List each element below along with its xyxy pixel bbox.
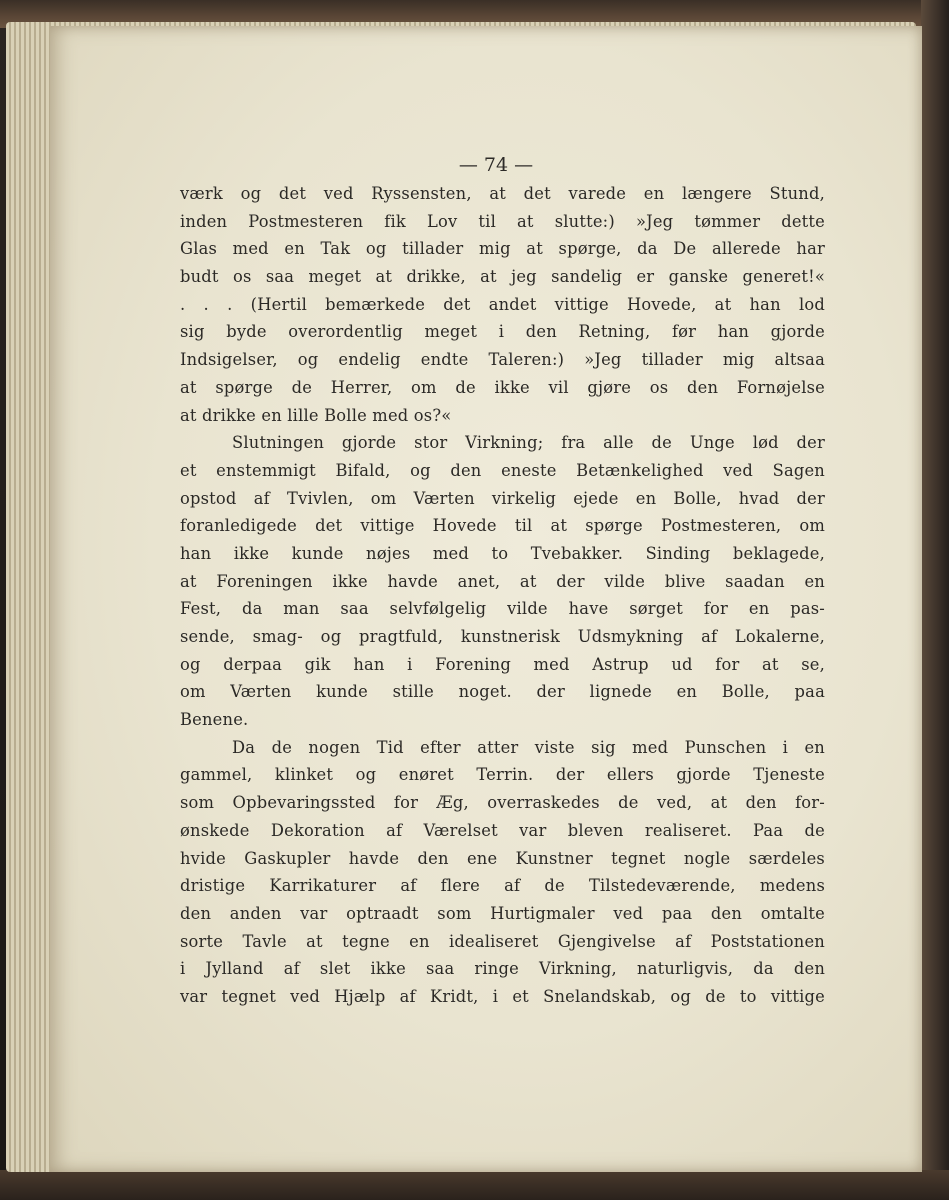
text-line: som Opbevaringssted for Æg, overraskedes de ved, at den for- bbox=[180, 793, 825, 813]
text-line: sig byde overordentlig meget i den Retning, før han gjorde bbox=[180, 322, 825, 342]
text-line: gammel, klinket og enøret Terrin. der ellers gjorde Tjeneste bbox=[180, 765, 825, 785]
text-line: Indsigelser, og endelig endte Taleren:) »Jeg tillader mig altsaa bbox=[180, 350, 825, 370]
text-line: Da de nogen Tid efter atter viste sig med Punschen i en bbox=[232, 737, 825, 757]
text-line: den anden var optraadt som Hurtigmaler ved paa den omtalte bbox=[180, 903, 825, 923]
text-line: opstod af Tvivlen, om Værten virkelig ejede en Bolle, hvad der bbox=[180, 488, 825, 508]
text-line: dristige Karrikaturer af flere af de Tilstedeværende, medens bbox=[180, 876, 825, 896]
text-line: om Værten kunde stille noget. der lignede en Bolle, paa bbox=[180, 682, 825, 702]
text-line: var tegnet ved Hjælp af Kridt, i et Snelandskab, og de to vittige bbox=[180, 986, 825, 1006]
text-line: Fest, da man saa selvfølgelig vilde have sørget for en pas- bbox=[180, 599, 825, 619]
text-line: og derpaa gik han i Forening med Astrup ud for at se, bbox=[180, 654, 825, 674]
text-line: værk og det ved Ryssensten, at det varede en længere Stund, bbox=[180, 184, 825, 203]
text-line: foranledigede det vittige Hovede til at spørge Postmesteren, om bbox=[180, 516, 825, 536]
body-text bbox=[180, 180, 825, 1011]
text-line: sorte Tavle at tegne en idealiseret Gjengivelse af Poststationen bbox=[180, 931, 825, 951]
text-line: inden Postmesteren fik Lov til at slutte:) »Jeg tømmer dette bbox=[180, 211, 825, 231]
text-line: Benene. bbox=[180, 710, 249, 730]
text-line: ønskede Dekoration af Værelset var bleven realiseret. Paa de bbox=[180, 820, 825, 840]
book-cover-bottom-edge bbox=[0, 1170, 949, 1200]
text-line: at spørge de Herrer, om de ikke vil gjøre os den Fornøjelse bbox=[180, 377, 825, 397]
book-cover-right-edge bbox=[921, 0, 949, 1200]
text-line: . . . (Hertil bemærkede det andet vittige Hovede, at han lod bbox=[180, 294, 825, 314]
text-line: Glas med en Tak og tillader mig at spørge, da De allerede har bbox=[180, 239, 825, 259]
text-line: at Foreningen ikke havde anet, at der vilde blive saadan en bbox=[180, 571, 825, 591]
text-line: sende, smag- og pragtfuld, kunstnerisk Udsmykning af Lokalerne, bbox=[180, 627, 825, 646]
text-line: et enstemmigt Bifald, og den eneste Betænkelighed ved Sagen bbox=[180, 460, 825, 480]
text-line: i Jylland af slet ikke saa ringe Virkning, naturligvis, da den bbox=[180, 959, 825, 979]
text-line: at drikke en lille Bolle med os?« bbox=[180, 405, 452, 425]
text-line: hvide Gaskupler havde den ene Kunstner tegnet nogle særdeles bbox=[180, 848, 825, 868]
page-number: — 74 — bbox=[458, 154, 534, 176]
text-line: han ikke kunde nøjes med to Tvebakker. Sinding beklagede, bbox=[180, 543, 825, 563]
text-line: Slutningen gjorde stor Virkning; fra alle de Unge lød der bbox=[232, 433, 825, 453]
text-line: budt os saa meget at drikke, at jeg sandelig er ganske generet!« bbox=[180, 267, 825, 287]
